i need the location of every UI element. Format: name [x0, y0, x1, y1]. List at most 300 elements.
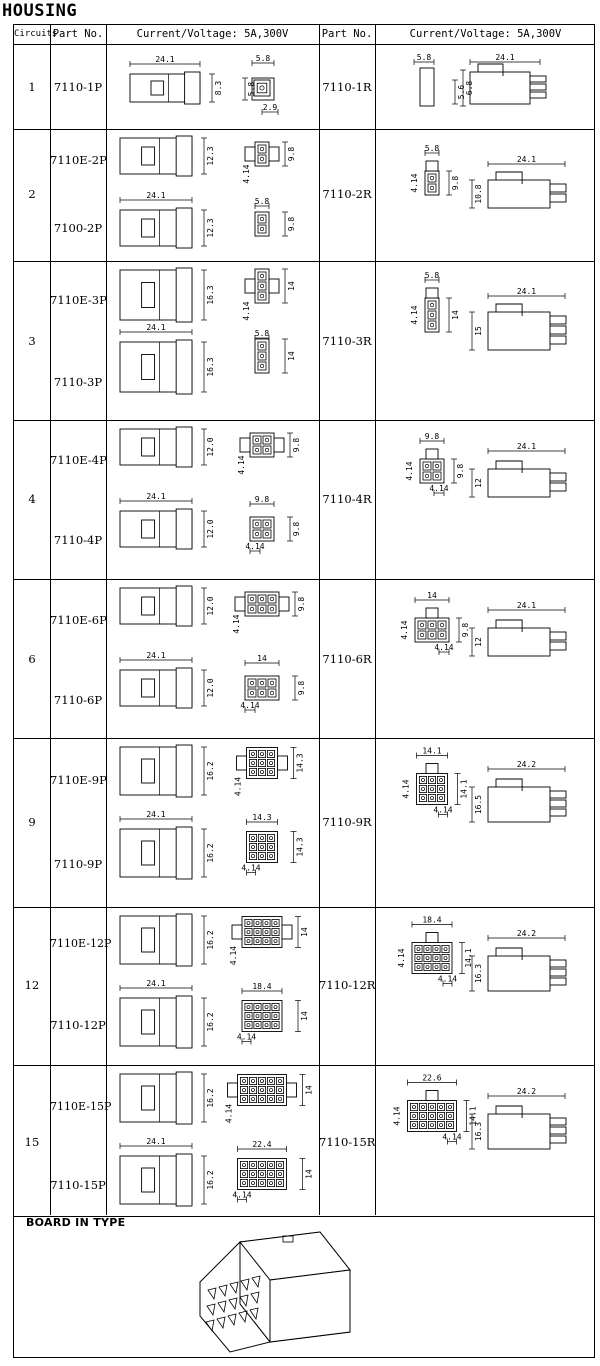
- pin-cavity: [276, 1077, 283, 1084]
- dimension-label: 24.1: [516, 287, 537, 296]
- dimension-label: 14.1: [422, 746, 442, 756]
- part-number-female: 7110-3R: [322, 334, 372, 348]
- latch-window: [142, 520, 155, 538]
- dimension-label: 16.3: [474, 963, 483, 984]
- dimension-label: 4.14: [429, 484, 449, 493]
- pin-cavity: [258, 1161, 265, 1168]
- pin-cavity: [433, 954, 440, 961]
- pin-cavity: [258, 834, 265, 841]
- wire-lead: [550, 336, 566, 344]
- plug-flange: [176, 268, 192, 322]
- wire-lead: [550, 1136, 566, 1143]
- mounting-ear: [274, 438, 284, 452]
- wire-lead: [550, 632, 566, 640]
- dimension-label: 5.8: [247, 81, 256, 97]
- pin-cavity: [258, 605, 266, 613]
- plug-flange: [176, 827, 192, 879]
- pin-cavity: [258, 768, 265, 775]
- dimension-label: 8.3: [214, 80, 223, 96]
- dimension-label: 16.2: [206, 1170, 215, 1190]
- dimension-label: 9.8: [297, 596, 306, 612]
- dimension-label: 15: [474, 326, 483, 336]
- dimension-label: 4.14: [232, 614, 241, 634]
- latch-window: [142, 1010, 155, 1034]
- pin-cavity: [272, 1021, 279, 1028]
- dimension-label: 16.2: [206, 843, 215, 863]
- pin-cavity: [254, 919, 261, 926]
- pin-cavity: [446, 1121, 453, 1128]
- pin-cavity: [240, 1077, 247, 1084]
- pin-cavity: [248, 605, 256, 613]
- part-number-female: 7110-1R: [322, 80, 372, 94]
- dimension-label: 16.2: [206, 1012, 215, 1032]
- dimension-label: 24.1: [146, 1137, 166, 1146]
- dimension-label: 14.1: [459, 779, 469, 799]
- pin-cavity: [433, 472, 441, 480]
- dimension-label: 16.5: [474, 794, 483, 815]
- pin-cavity: [267, 768, 274, 775]
- pin-cavity: [245, 937, 252, 944]
- pin-cavity: [240, 1179, 247, 1186]
- dimension-label: 4.14: [405, 461, 414, 481]
- pin-cavity: [240, 1095, 247, 1102]
- dimension-label: 4.14: [245, 542, 265, 551]
- dimension-label: 14.1: [464, 948, 473, 968]
- part-number-male-e: 7110E-4P: [50, 453, 107, 467]
- latch-window: [142, 1168, 155, 1192]
- part-number-female: 7110-9R: [322, 815, 372, 829]
- dimension-label: 9.8: [456, 463, 465, 479]
- dimension-label: 4.14: [242, 301, 251, 321]
- part-number-male: 7110-4P: [53, 533, 103, 547]
- pin-cavity: [276, 1095, 283, 1102]
- part-number-male: 7110-6P: [53, 693, 103, 707]
- plug-flange: [176, 340, 192, 394]
- pin-cavity: [257, 83, 267, 93]
- pin-cavity: [438, 621, 446, 629]
- pin-cavity: [268, 595, 276, 603]
- dimension-label: 14: [304, 1169, 314, 1179]
- pin-cavity: [258, 145, 266, 153]
- pin-cavity: [428, 794, 435, 801]
- pin-cavity: [267, 1095, 274, 1102]
- dimension-label: 12.0: [206, 596, 215, 616]
- dimension-label: 12.0: [206, 678, 215, 698]
- pin-cavity: [442, 945, 449, 952]
- latch-window: [142, 355, 155, 380]
- pin-cavity: [258, 759, 265, 766]
- dimension-label: 9.8: [292, 521, 301, 537]
- dimension-label: 4.14: [392, 1106, 402, 1126]
- pin-cavity: [245, 928, 252, 935]
- receptacle-side-view: [488, 1114, 550, 1149]
- mounting-ear: [245, 279, 255, 293]
- wire-lead: [550, 800, 566, 807]
- pin-cavity: [423, 472, 431, 480]
- pin-cavity: [437, 1121, 444, 1128]
- pin-cavity: [423, 462, 431, 470]
- dimension-label: 16.3: [474, 1121, 483, 1142]
- pin-cavity: [267, 852, 274, 859]
- dimension-label: 14.3: [295, 753, 305, 773]
- pin-cavity: [428, 631, 436, 639]
- pin-cavity: [253, 520, 261, 528]
- pin-cavity: [263, 937, 270, 944]
- pin-cavity: [415, 945, 422, 952]
- mounting-ear: [269, 279, 279, 293]
- pin-cavity: [249, 1179, 256, 1186]
- pin-cavity: [263, 1012, 270, 1019]
- receptacle-face-view: [420, 68, 434, 106]
- receptacle-latch-tab: [426, 288, 438, 298]
- dimension-label: 24.1: [155, 55, 175, 64]
- pin-cavity: [267, 1077, 274, 1084]
- pin-cavity: [249, 750, 256, 757]
- dimension-label: 4.14: [242, 164, 251, 184]
- part-number-female: 7110-2R: [322, 187, 372, 201]
- pin-cavity: [254, 937, 261, 944]
- circuits-value: 2: [28, 187, 36, 201]
- dimension-label: 24.2: [516, 929, 537, 938]
- pin-cavity: [437, 1112, 444, 1119]
- pin-cavity: [267, 750, 274, 757]
- dimension-label: 24.1: [495, 53, 515, 62]
- wire-lead: [530, 84, 546, 90]
- pin-cavity: [276, 1086, 283, 1093]
- header-current-voltage: Current/Voltage: 5A,300V: [136, 28, 289, 40]
- pin-cavity: [258, 215, 266, 223]
- pin-cavity: [442, 954, 449, 961]
- dimension-label: 14.1: [468, 1106, 478, 1126]
- latch-window: [142, 147, 155, 165]
- part-number-male-e: 7110E-3P: [50, 293, 107, 307]
- mounting-ear: [232, 925, 242, 939]
- pin-cavity: [419, 1112, 426, 1119]
- wire-lead: [550, 960, 566, 967]
- pin-cavity: [249, 1086, 256, 1093]
- dimension-label: 4.14: [442, 1132, 462, 1142]
- pin-cavity: [245, 1003, 252, 1010]
- circuits-value: 1: [28, 80, 36, 94]
- part-number-male: 7110-15P: [50, 1178, 106, 1192]
- latch-window: [142, 841, 155, 865]
- dimension-label: 24.1: [516, 601, 537, 610]
- pin-cavity: [240, 1170, 247, 1177]
- dimension-label: 4.14: [437, 974, 458, 984]
- dimension-label: 14: [287, 351, 296, 361]
- dimension-label: 14: [427, 591, 437, 600]
- plug-flange: [176, 914, 192, 966]
- dimension-label: 9.8: [297, 680, 306, 696]
- pin-cavity: [258, 689, 266, 697]
- dimension-label: 22.6: [422, 1073, 442, 1083]
- dimension-label: 4.14: [400, 620, 409, 640]
- pin-cavity: [415, 963, 422, 970]
- pin-cavity: [253, 446, 261, 454]
- dimension-label: 16.3: [206, 285, 215, 305]
- pin-cavity: [419, 1103, 426, 1110]
- dimension-label: 4.14: [240, 701, 260, 710]
- pin-cavity: [272, 919, 279, 926]
- pin-cavity: [428, 321, 436, 329]
- mounting-ear: [240, 438, 250, 452]
- receptacle-side-view: [488, 956, 550, 991]
- pin-cavity: [258, 352, 266, 360]
- wire-lead: [550, 969, 566, 976]
- dimension-label: 12.3: [206, 218, 215, 238]
- mounting-ear: [228, 1083, 238, 1097]
- dimension-label: 12.0: [206, 519, 215, 539]
- dimension-label: 5.8: [254, 197, 270, 206]
- dimension-label: 5.8: [416, 53, 432, 62]
- pin-cavity: [419, 785, 426, 792]
- pin-cavity: [437, 1103, 444, 1110]
- part-number-male-e: 7110E-12P: [50, 937, 112, 950]
- latch-window: [142, 597, 155, 615]
- pin-cavity: [263, 1021, 270, 1028]
- mounting-ear: [269, 147, 279, 161]
- plug-flange: [176, 996, 192, 1048]
- pin-cavity: [253, 530, 261, 538]
- circuits-value: 15: [24, 1135, 40, 1149]
- plug-flange: [185, 72, 200, 104]
- dimension-label: 14.3: [295, 837, 305, 857]
- dimension-label: 9.8: [451, 175, 460, 191]
- wire-lead: [550, 809, 566, 816]
- part-number-male-e: 7110E-15P: [50, 1100, 112, 1113]
- wire-lead: [530, 92, 546, 98]
- pin-cavity: [258, 1179, 265, 1186]
- dimension-label: 24.1: [146, 979, 166, 988]
- pin-cavity: [245, 919, 252, 926]
- pin-cavity: [267, 843, 274, 850]
- pin-cavity: [433, 945, 440, 952]
- pin-cavity: [249, 1095, 256, 1102]
- dimension-label: 9.8: [287, 146, 296, 162]
- dimension-label: 4.14: [397, 948, 406, 968]
- pin-cavity: [272, 928, 279, 935]
- wire-lead: [550, 978, 566, 985]
- pin-cavity: [263, 436, 271, 444]
- pin-cavity: [267, 834, 274, 841]
- part-number-male: 7100-2P: [53, 221, 103, 235]
- receptacle-side-view: [488, 469, 550, 497]
- pin-cavity: [263, 446, 271, 454]
- pin-cavity: [442, 963, 449, 970]
- pin-cavity: [267, 1170, 274, 1177]
- pin-cavity: [248, 595, 256, 603]
- dimension-label: 5.8: [254, 329, 270, 338]
- part-number-male-e: 7110E-9P: [50, 773, 107, 787]
- dimension-label: 12.3: [206, 146, 215, 166]
- dimension-label: 4.14: [433, 805, 453, 815]
- wire-lead: [550, 1127, 566, 1134]
- plug-flange: [176, 509, 192, 549]
- pin-cavity: [437, 794, 444, 801]
- part-number-male: 7110-1P: [53, 80, 103, 94]
- dimension-label: 5.8: [424, 271, 440, 280]
- pin-cavity: [249, 852, 256, 859]
- pin-cavity: [249, 759, 256, 766]
- pin-cavity: [410, 1112, 417, 1119]
- dimension-label: 18.4: [252, 982, 272, 991]
- circuits-value: 12: [24, 978, 40, 992]
- dimension-label: 4.14: [233, 776, 243, 797]
- page-title: HOUSING: [2, 1, 78, 21]
- part-number-female: 7110-12R: [319, 978, 376, 992]
- wire-lead: [550, 473, 566, 481]
- plug-flange: [176, 745, 192, 797]
- mounting-ear: [279, 597, 289, 611]
- receptacle-latch-tab: [426, 449, 438, 459]
- part-number-female: 7110-4R: [322, 492, 372, 506]
- pin-cavity: [428, 184, 436, 192]
- pin-cavity: [249, 834, 256, 841]
- mounting-ear: [235, 597, 245, 611]
- dimension-label: 16.2: [206, 930, 215, 950]
- pin-cavity: [240, 1161, 247, 1168]
- pin-cavity: [258, 1077, 265, 1084]
- pin-cavity: [258, 852, 265, 859]
- dimension-label: 24.1: [516, 442, 537, 451]
- pin-cavity: [258, 272, 266, 280]
- board-in-type-label: BOARD IN TYPE: [26, 1216, 126, 1229]
- dimension-label: 4.14: [241, 863, 261, 873]
- pin-cavity: [245, 1012, 252, 1019]
- dimension-label: 4.14: [232, 1190, 252, 1200]
- pin-cavity: [249, 1161, 256, 1168]
- pin-cavity: [258, 342, 266, 350]
- pin-cavity: [258, 1170, 265, 1177]
- pin-cavity: [268, 605, 276, 613]
- dimension-label: 24.1: [516, 155, 537, 164]
- wire-lead: [550, 642, 566, 650]
- pin-cavity: [419, 794, 426, 801]
- dimension-label: 24.1: [146, 191, 166, 200]
- part-number-male-e: 7110E-2P: [50, 153, 107, 167]
- pin-cavity: [437, 785, 444, 792]
- pin-cavity: [263, 1003, 270, 1010]
- wire-lead: [550, 326, 566, 334]
- receptacle-latch-tab: [426, 764, 438, 774]
- pin-cavity: [268, 679, 276, 687]
- pin-cavity: [258, 679, 266, 687]
- plug-flange: [176, 1154, 192, 1206]
- pin-cavity: [428, 621, 436, 629]
- dimension-label: 24.2: [516, 1087, 537, 1096]
- pin-cavity: [272, 1012, 279, 1019]
- mounting-ear: [237, 756, 247, 770]
- pin-cavity: [268, 689, 276, 697]
- plug-flange: [176, 1072, 192, 1124]
- part-number-female: 7110-15R: [319, 1135, 376, 1149]
- latch-window: [142, 679, 155, 697]
- pin-cavity: [419, 776, 426, 783]
- pin-cavity: [248, 689, 256, 697]
- pin-cavity: [254, 928, 261, 935]
- pin-cavity: [249, 1077, 256, 1084]
- dimension-label: 9.8: [424, 432, 440, 441]
- dimension-label: 24.2: [516, 760, 537, 769]
- mounting-ear: [278, 756, 288, 770]
- dimension-label: 24.1: [146, 323, 166, 332]
- pin-cavity: [258, 225, 266, 233]
- dimension-label: 4.14: [434, 643, 454, 652]
- pin-cavity: [258, 843, 265, 850]
- dimension-label: 5.6: [457, 84, 466, 100]
- pin-cavity: [276, 1161, 283, 1168]
- pin-cavity: [254, 1012, 261, 1019]
- pin-cavity: [424, 945, 431, 952]
- header-circuits: Circuits: [14, 29, 58, 39]
- pin-cavity: [253, 436, 261, 444]
- part-number-female: 7110-6R: [322, 652, 372, 666]
- dimension-label: 4.14: [229, 945, 238, 966]
- dimension-label: 12.0: [206, 437, 215, 457]
- plug-flange: [176, 586, 192, 626]
- receptacle-latch-tab: [426, 608, 438, 618]
- pin-cavity: [258, 595, 266, 603]
- part-number-male: 7110-3P: [53, 375, 103, 389]
- receptacle-side-view: [488, 180, 550, 208]
- dimension-label: 24.1: [146, 651, 166, 660]
- receptacle-side-view: [488, 312, 550, 350]
- mounting-ear: [287, 1083, 297, 1097]
- receptacle-side-view: [470, 72, 530, 104]
- part-number-male-e: 7110E-6P: [50, 613, 107, 627]
- pin-cavity: [240, 1086, 247, 1093]
- pin-cavity: [410, 1121, 417, 1128]
- wire-lead: [550, 1118, 566, 1125]
- pin-cavity: [276, 1170, 283, 1177]
- pin-cavity: [249, 1170, 256, 1177]
- pin-cavity: [267, 1161, 274, 1168]
- pin-cavity: [258, 362, 266, 370]
- pin-cavity: [254, 1003, 261, 1010]
- pin-cavity: [258, 155, 266, 163]
- dimension-label: 4.14: [410, 173, 419, 193]
- dimension-label: 4.14: [410, 305, 419, 325]
- wire-lead: [550, 194, 566, 202]
- pin-cavity: [258, 292, 266, 300]
- header-current-voltage: Current/Voltage: 5A,300V: [409, 28, 562, 40]
- header-part-no: Part No.: [52, 28, 104, 40]
- pin-cavity: [258, 1095, 265, 1102]
- part-number-male: 7110-12P: [50, 1018, 106, 1032]
- pin-cavity: [446, 1112, 453, 1119]
- dimension-label: 4.14: [236, 1032, 257, 1042]
- pin-cavity: [272, 1003, 279, 1010]
- dimension-label: 14: [451, 310, 460, 320]
- pin-cavity: [418, 621, 426, 629]
- dimension-label: 14: [300, 1011, 309, 1021]
- latch-window: [142, 219, 155, 237]
- latch-window: [142, 928, 155, 952]
- pin-cavity: [263, 928, 270, 935]
- pin-cavity: [419, 1121, 426, 1128]
- dimension-label: 5.8: [255, 54, 271, 63]
- pin-cavity: [267, 1179, 274, 1186]
- pin-cavity: [446, 1103, 453, 1110]
- latch-window: [142, 438, 155, 456]
- circuits-value: 4: [28, 492, 36, 506]
- latch-window: [142, 759, 155, 783]
- dimension-label: 4.14: [224, 1103, 234, 1124]
- pin-cavity: [263, 530, 271, 538]
- receptacle-latch-tab: [426, 933, 438, 943]
- dimension-label: 18.4: [422, 915, 442, 925]
- dimension-label: 5.8: [424, 144, 440, 153]
